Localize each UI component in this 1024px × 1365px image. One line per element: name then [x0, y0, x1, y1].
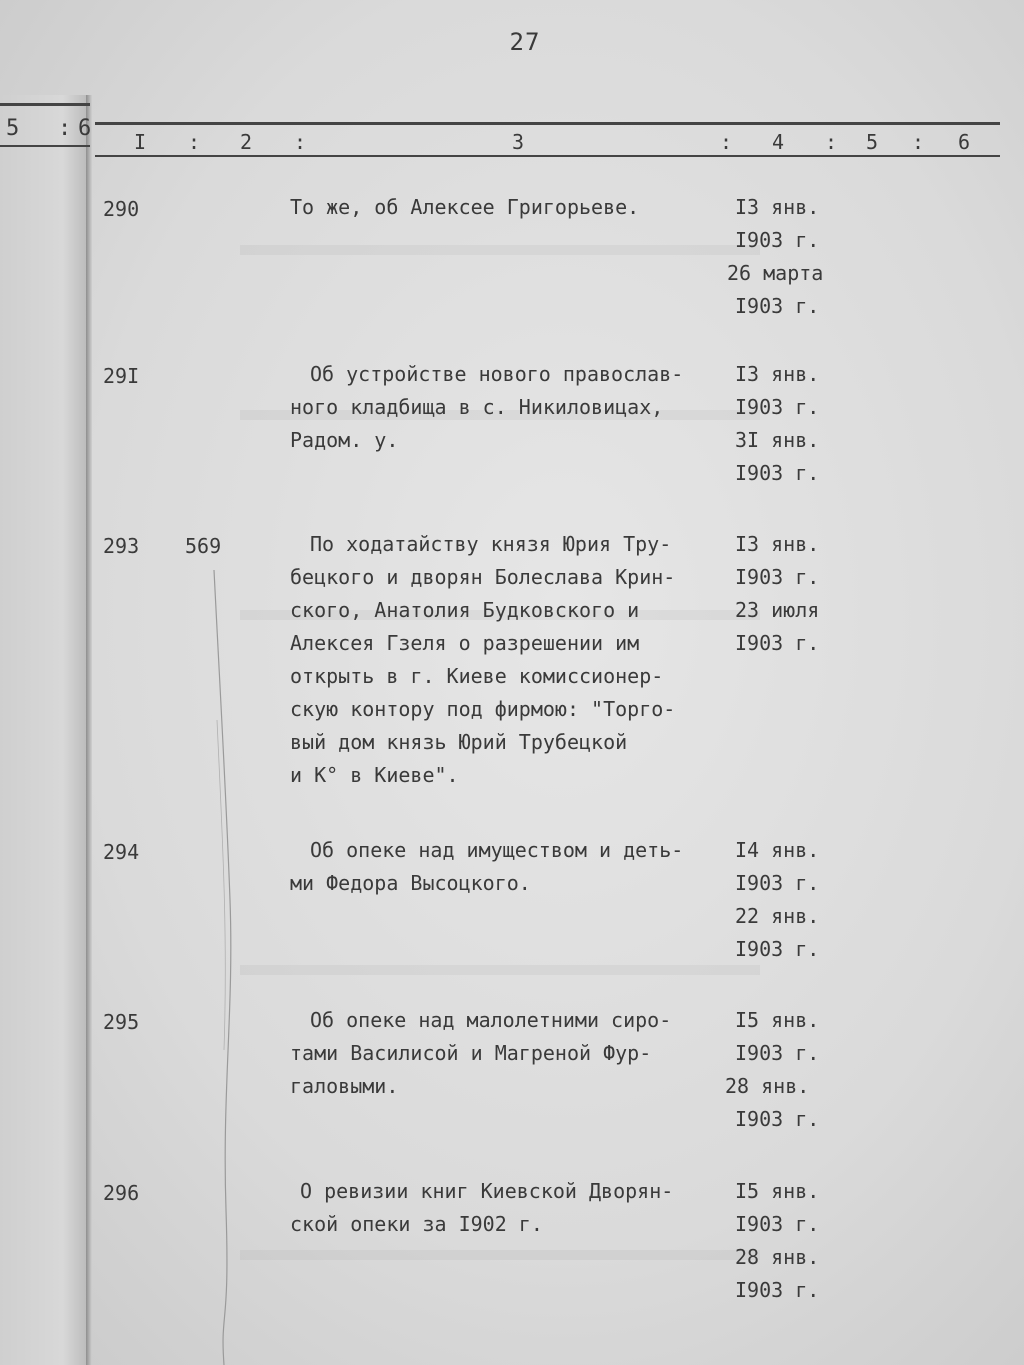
row-dates — [735, 528, 845, 660]
row-number: 29I — [103, 364, 140, 388]
header-col2: 2 — [240, 130, 253, 154]
description-line: галовыми. — [290, 1074, 399, 1098]
row-col2-value: 569 — [185, 534, 222, 558]
header-rule-bottom — [95, 155, 1000, 157]
row-description — [290, 528, 740, 792]
date-line: I5 янв. — [735, 1008, 820, 1032]
date-line: I5 янв. — [735, 1179, 820, 1203]
row-number: 293 — [103, 534, 140, 558]
date-line: 23 июля — [735, 598, 820, 622]
bleed-through-mark — [240, 965, 760, 975]
description-line: ской опеки за I902 г. — [290, 1212, 543, 1236]
date-line: 3I янв. — [735, 428, 820, 452]
date-line: 28 янв. — [725, 1074, 810, 1098]
header-col1: I — [134, 130, 147, 154]
header-rule-top — [95, 122, 1000, 125]
header-sep: : — [912, 130, 925, 154]
date-line: I903 г. — [735, 228, 820, 252]
header-sep: : — [294, 130, 307, 154]
description-line: ского, Анатолия Будковского и — [290, 598, 640, 622]
date-line: I903 г. — [735, 937, 820, 961]
description-line: и К° в Киеве". — [290, 763, 459, 787]
description-line: ми Федора Высоцкого. — [290, 871, 531, 895]
date-line: I903 г. — [735, 461, 820, 485]
date-line: 22 янв. — [735, 904, 820, 928]
date-line: I903 г. — [735, 1107, 820, 1131]
row-dates — [735, 358, 845, 490]
header-col5: 5 — [866, 130, 879, 154]
prev-header-sep: : — [58, 116, 72, 141]
description-line: Об опеке над имуществом и деть- — [310, 838, 684, 862]
bleed-through-mark — [240, 1250, 760, 1260]
paper-crease — [212, 570, 242, 1365]
prev-header-rule-bottom — [0, 145, 90, 147]
page-number: 27 — [509, 28, 541, 56]
date-line: 26 марта — [727, 261, 824, 285]
date-line: I903 г. — [735, 294, 820, 318]
description-line: бецкого и дворян Болеслава Крин- — [290, 565, 676, 589]
date-line: I903 г. — [735, 1212, 820, 1236]
description-line: скую контору под фирмою: "Торго- — [290, 697, 676, 721]
row-number: 295 — [103, 1010, 140, 1034]
row-number: 294 — [103, 840, 140, 864]
row-description — [290, 358, 740, 457]
description-line: Об устройстве нового православ- — [310, 362, 684, 386]
description-line: тами Василисой и Магреной Фур- — [290, 1041, 652, 1065]
date-line: I903 г. — [735, 1041, 820, 1065]
description-line: вый дом князь Юрий Трубецкой — [290, 730, 628, 754]
date-line: I3 янв. — [735, 362, 820, 386]
description-line: Об опеке над малолетними сиро- — [310, 1008, 672, 1032]
description-line: ного кладбища в с. Никиловицах, — [290, 395, 664, 419]
row-dates — [727, 191, 845, 323]
header-sep: : — [825, 130, 838, 154]
date-line: I3 янв. — [735, 195, 820, 219]
date-line: 28 янв. — [735, 1245, 820, 1269]
prev-header-rule-top — [0, 103, 90, 106]
header-col6: 6 — [958, 130, 971, 154]
description-line: О ревизии книг Киевской Дворян- — [300, 1179, 674, 1203]
row-dates — [725, 1004, 845, 1136]
description-line: То же, об Алексее Григорьеве. — [290, 195, 640, 219]
description-line: Радом. у. — [290, 428, 399, 452]
row-description — [290, 834, 740, 900]
bleed-through-mark — [240, 245, 760, 255]
description-line: Алексея Гзеля о разрешении им — [290, 631, 640, 655]
description-line: открыть в г. Киеве комиссионер- — [290, 664, 664, 688]
date-line: I903 г. — [735, 395, 820, 419]
row-description — [290, 1175, 740, 1241]
date-line: I903 г. — [735, 565, 820, 589]
row-number: 296 — [103, 1181, 140, 1205]
date-line: I903 г. — [735, 1278, 820, 1302]
row-dates — [735, 1175, 845, 1307]
header-col3: 3 — [512, 130, 525, 154]
date-line: I3 янв. — [735, 532, 820, 556]
row-number: 290 — [103, 197, 140, 221]
prev-header-col5: 5 — [6, 116, 20, 141]
description-line: По ходатайству князя Юрия Тру- — [310, 532, 672, 556]
prev-header-col6: 6 — [78, 116, 92, 141]
header-sep: : — [720, 130, 733, 154]
header-sep: : — [188, 130, 201, 154]
date-line: I903 г. — [735, 871, 820, 895]
book-gutter — [86, 95, 92, 1365]
row-dates — [735, 834, 845, 966]
header-col4: 4 — [772, 130, 785, 154]
date-line: I4 янв. — [735, 838, 820, 862]
previous-page-edge — [0, 95, 90, 1365]
row-description — [290, 1004, 740, 1103]
date-line: I903 г. — [735, 631, 820, 655]
row-description — [290, 191, 740, 224]
